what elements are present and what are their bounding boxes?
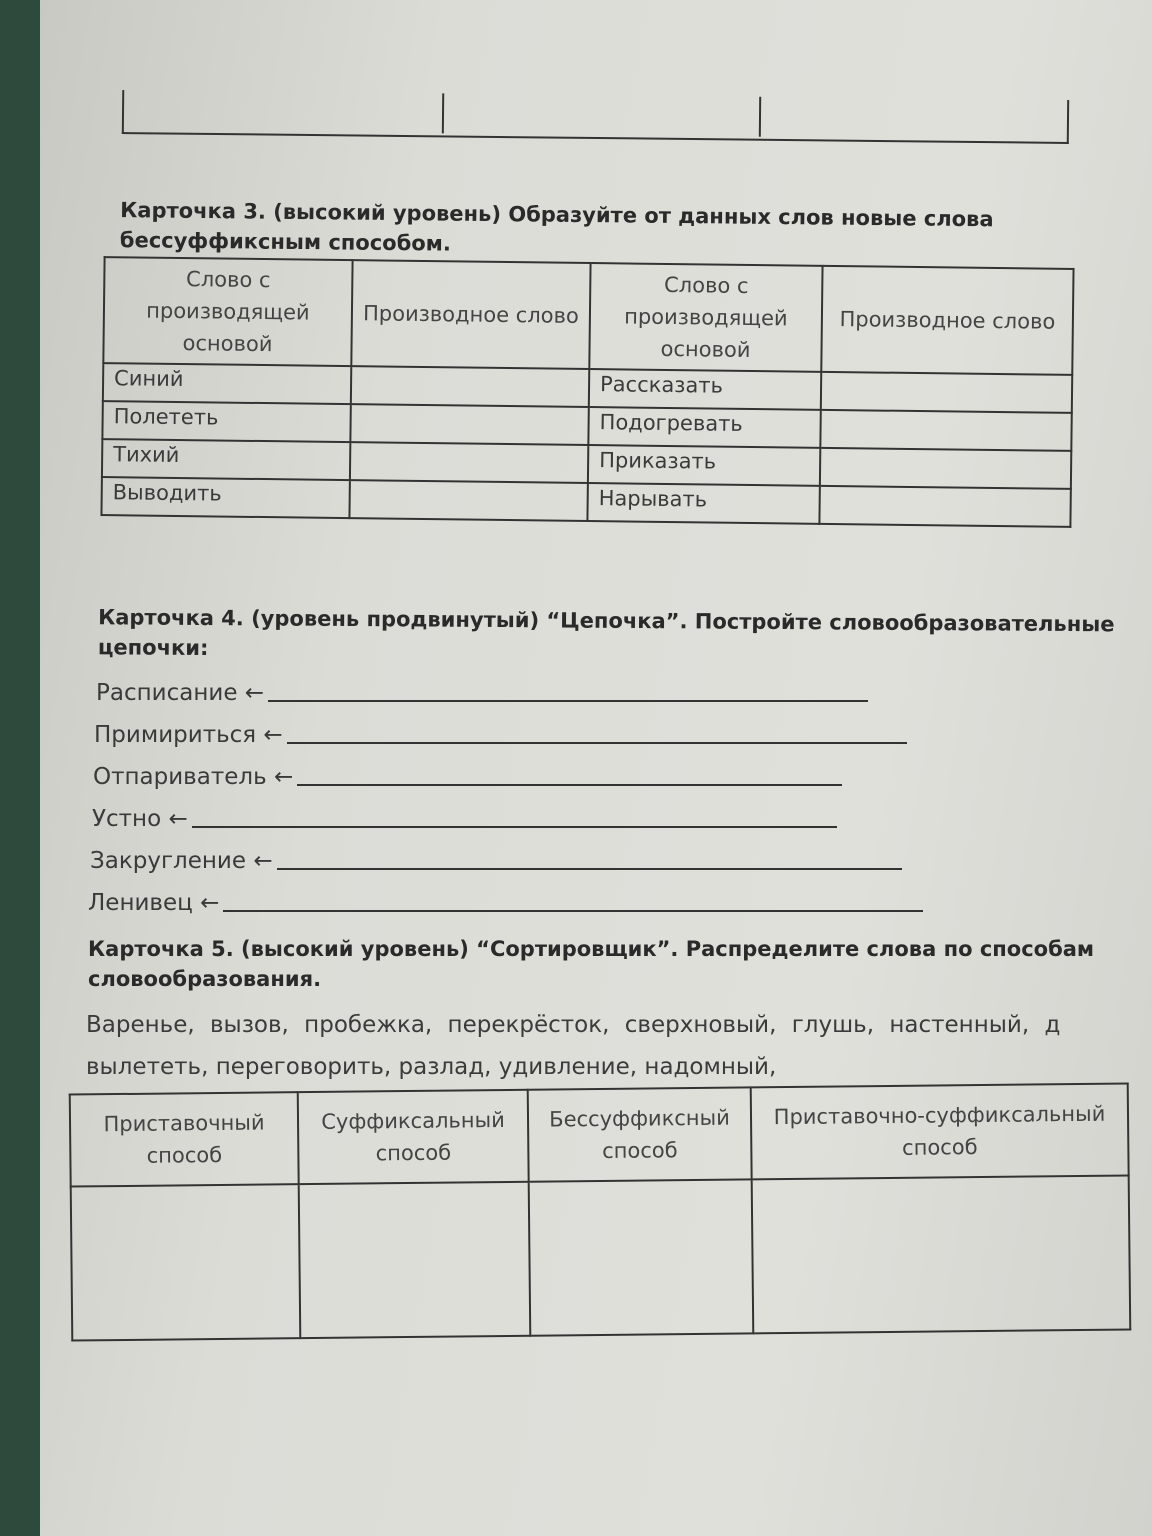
column-header: Приставочно-суффиксальный способ bbox=[751, 1083, 1129, 1179]
table-divider bbox=[759, 97, 761, 137]
answer-cell[interactable] bbox=[819, 486, 1070, 527]
answer-line[interactable] bbox=[268, 700, 868, 702]
table-cell: Приказать bbox=[588, 445, 820, 486]
column-header: Производное слово bbox=[821, 266, 1073, 375]
chain-item bbox=[93, 764, 842, 790]
answer-line[interactable] bbox=[297, 784, 842, 786]
table-cell: Рассказать bbox=[589, 369, 821, 410]
answer-cell[interactable] bbox=[350, 442, 588, 483]
table-row bbox=[71, 1175, 1131, 1340]
answer-cell[interactable] bbox=[820, 410, 1071, 451]
answer-line[interactable] bbox=[277, 868, 902, 870]
card3-table bbox=[100, 256, 1074, 528]
chain-word: Примириться ← bbox=[94, 722, 283, 748]
chain-item bbox=[94, 722, 907, 748]
answer-cell[interactable] bbox=[299, 1182, 531, 1338]
card5-words bbox=[86, 1004, 1152, 1088]
chain-item bbox=[96, 680, 868, 706]
table-cell: Нарывать bbox=[587, 483, 819, 524]
words-line: Варенье, вызов, пробежка, перекрёсток, сверхновый, глушь, настенный, д bbox=[86, 1012, 1061, 1038]
table-cell: Тихий bbox=[102, 439, 350, 480]
worksheet-page bbox=[40, 0, 1152, 1536]
table-cell: Подогревать bbox=[588, 407, 820, 448]
column-header: Суффиксальный способ bbox=[298, 1090, 529, 1184]
table-cell: Синий bbox=[103, 363, 351, 404]
chain-word: Ленивец ← bbox=[88, 890, 220, 916]
column-header: Слово с производящей основой bbox=[589, 263, 822, 372]
column-header: Приставочный способ bbox=[70, 1092, 299, 1186]
card3-title: Карточка 3. (высокий уровень) Образуйте от данных слов новые слова бессуффиксным способом. bbox=[119, 198, 994, 256]
answer-line[interactable] bbox=[287, 742, 907, 744]
answer-cell[interactable] bbox=[71, 1184, 301, 1340]
answer-cell[interactable] bbox=[820, 448, 1071, 489]
table-cell: Выводить bbox=[101, 477, 349, 518]
answer-cell[interactable] bbox=[351, 366, 589, 407]
chain-word: Отпариватель ← bbox=[93, 764, 294, 790]
column-header: Слово с производящей основой bbox=[103, 257, 352, 366]
words-line: вылететь, переговорить, разлад, удивление, надомный, bbox=[86, 1054, 777, 1080]
answer-line[interactable] bbox=[192, 826, 837, 828]
table-divider bbox=[442, 93, 444, 133]
answer-cell[interactable] bbox=[529, 1179, 754, 1335]
table-header-row bbox=[70, 1083, 1129, 1186]
column-header: Бессуффиксный способ bbox=[528, 1087, 752, 1181]
chain-item bbox=[90, 848, 902, 874]
chain-word: Закругление ← bbox=[90, 848, 273, 874]
answer-cell[interactable] bbox=[752, 1175, 1131, 1333]
answer-cell[interactable] bbox=[821, 372, 1072, 413]
chain-item bbox=[92, 806, 837, 832]
answer-cell[interactable] bbox=[349, 480, 587, 521]
answer-line[interactable] bbox=[223, 910, 923, 912]
chain-word: Устно ← bbox=[92, 806, 188, 832]
chain-item bbox=[88, 890, 923, 916]
chain-word: Расписание ← bbox=[96, 680, 265, 706]
card5-table bbox=[69, 1082, 1132, 1341]
table-cell: Полететь bbox=[102, 401, 350, 442]
card4-title: Карточка 4. (уровень продвинутый) “Цепочка”. Постройте словообразовательные цепочки: bbox=[97, 605, 1115, 661]
column-header: Производное слово bbox=[351, 260, 590, 369]
card5-title: Карточка 5. (высокий уровень) “Сортировщик”. Распределите слова по способам словообразования. bbox=[88, 937, 1095, 991]
table-header-row bbox=[103, 257, 1073, 375]
answer-cell[interactable] bbox=[350, 404, 588, 445]
previous-table-fragment bbox=[122, 90, 1069, 144]
